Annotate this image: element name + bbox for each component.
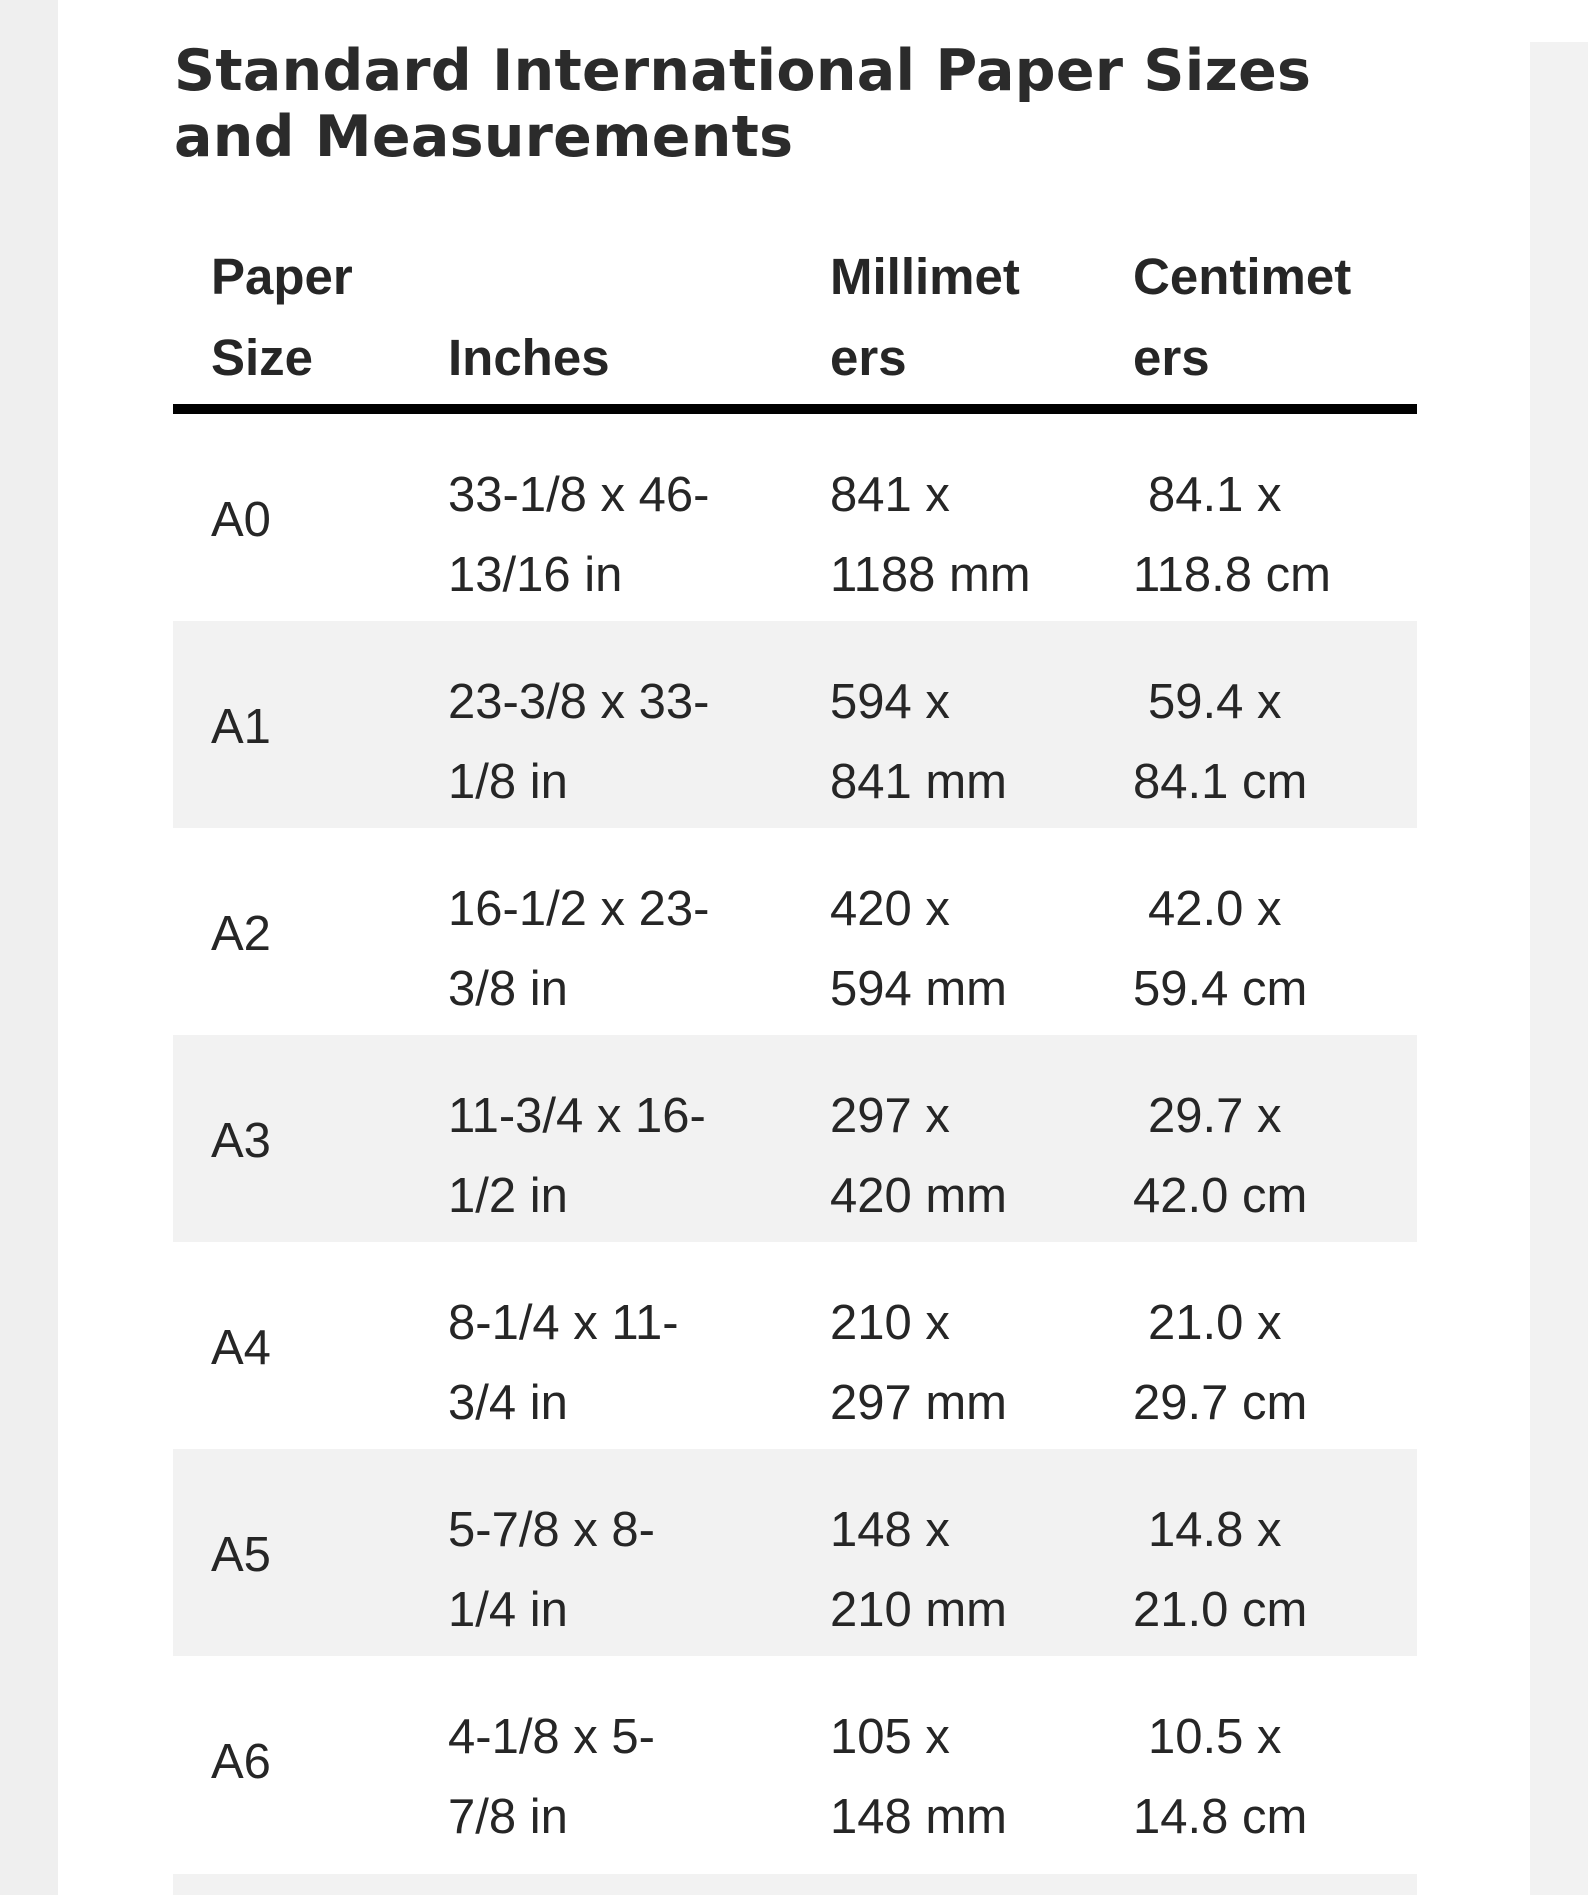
cell-centimeters-line: 29.7 cm bbox=[1133, 1376, 1308, 1430]
cell-inches bbox=[448, 1076, 778, 1236]
cell-inches bbox=[448, 662, 778, 822]
cell-centimeters-line: 59.4 x bbox=[1148, 675, 1282, 729]
cell-inches bbox=[448, 869, 778, 1029]
cell-centimeters-line: 21.0 x bbox=[1148, 1296, 1282, 1350]
header-millimeters-line: ers bbox=[830, 329, 907, 386]
table-row-partial bbox=[173, 1874, 1417, 1895]
cell-centimeters-line: 29.7 x bbox=[1148, 1089, 1282, 1143]
cell-centimeters-line: 42.0 x bbox=[1148, 882, 1282, 936]
cell-millimeters-line: 105 x bbox=[830, 1710, 950, 1764]
cell-centimeters-line: 59.4 cm bbox=[1133, 962, 1308, 1016]
table-row bbox=[173, 1242, 1417, 1449]
cell-paper-size: A2 bbox=[211, 907, 271, 961]
cell-inches-line: 1/4 in bbox=[448, 1583, 568, 1637]
header-paper-size bbox=[211, 236, 431, 398]
header-millimeters bbox=[830, 236, 1070, 398]
cell-centimeters bbox=[1133, 1283, 1413, 1443]
header-centimeters-line: Centimet bbox=[1133, 248, 1352, 305]
cell-inches bbox=[448, 455, 778, 615]
right-rail-top bbox=[1530, 0, 1588, 42]
cell-paper-size: A4 bbox=[211, 1321, 271, 1375]
cell-inches-line: 8-1/4 x 11- bbox=[448, 1296, 679, 1350]
table-row bbox=[173, 828, 1417, 1035]
cell-inches bbox=[448, 1283, 778, 1443]
cell-inches-line: 13/16 in bbox=[448, 548, 623, 602]
cell-centimeters bbox=[1133, 455, 1413, 615]
table-row bbox=[173, 1449, 1417, 1656]
cell-millimeters-line: 420 mm bbox=[830, 1169, 1008, 1223]
cell-millimeters-line: 594 x bbox=[830, 675, 950, 729]
cell-millimeters-line: 594 mm bbox=[830, 962, 1008, 1016]
cell-millimeters-line: 420 x bbox=[830, 882, 950, 936]
table-row bbox=[173, 1035, 1417, 1242]
header-paper-size-line: Paper bbox=[211, 248, 353, 305]
cell-inches-line: 3/8 in bbox=[448, 962, 568, 1016]
cell-inches bbox=[448, 1697, 778, 1857]
cell-millimeters bbox=[830, 455, 1110, 615]
cell-paper-size: A6 bbox=[211, 1735, 271, 1789]
header-inches-line: Inches bbox=[448, 329, 610, 386]
cell-inches-line: 4-1/8 x 5- bbox=[448, 1710, 655, 1764]
cell-millimeters bbox=[830, 1076, 1110, 1236]
cell-millimeters-line: 1188 mm bbox=[830, 548, 1031, 602]
cell-centimeters-line: 42.0 cm bbox=[1133, 1169, 1308, 1223]
cell-centimeters-line: 14.8 cm bbox=[1133, 1790, 1308, 1844]
cell-millimeters-line: 841 x bbox=[830, 468, 950, 522]
cell-paper-size: A1 bbox=[211, 700, 271, 754]
cell-paper-size: A0 bbox=[211, 493, 271, 547]
cell-centimeters bbox=[1133, 662, 1413, 822]
page-title: Standard International Paper Sizes and Measurements bbox=[174, 38, 1312, 170]
cell-centimeters-line: 118.8 cm bbox=[1133, 548, 1331, 602]
cell-millimeters bbox=[830, 1283, 1110, 1443]
cell-inches bbox=[448, 1490, 778, 1650]
table-body bbox=[173, 414, 1417, 1863]
cell-centimeters-line: 10.5 x bbox=[1148, 1710, 1282, 1764]
cell-millimeters-line: 297 x bbox=[830, 1089, 950, 1143]
cell-millimeters bbox=[830, 1697, 1110, 1857]
header-paper-size-line: Size bbox=[211, 329, 314, 386]
cell-centimeters bbox=[1133, 1490, 1413, 1650]
cell-centimeters bbox=[1133, 869, 1413, 1029]
cell-inches-line: 3/4 in bbox=[448, 1376, 568, 1430]
cell-centimeters bbox=[1133, 1697, 1413, 1857]
cell-centimeters bbox=[1133, 1076, 1413, 1236]
header-millimeters-line: Millimet bbox=[830, 248, 1020, 305]
cell-millimeters bbox=[830, 869, 1110, 1029]
table-header bbox=[173, 226, 1417, 414]
cell-millimeters-line: 148 x bbox=[830, 1503, 950, 1557]
header-centimeters-line: ers bbox=[1133, 329, 1210, 386]
cell-millimeters-line: 297 mm bbox=[830, 1376, 1008, 1430]
cell-millimeters bbox=[830, 662, 1110, 822]
table-row bbox=[173, 414, 1417, 621]
cell-centimeters-line: 14.8 x bbox=[1148, 1503, 1282, 1557]
cell-centimeters-line: 84.1 cm bbox=[1133, 755, 1308, 809]
right-rail bbox=[1530, 42, 1588, 1895]
header-inches bbox=[448, 317, 778, 398]
cell-inches-line: 5-7/8 x 8- bbox=[448, 1503, 655, 1557]
cell-millimeters-line: 148 mm bbox=[830, 1790, 1008, 1844]
cell-centimeters-line: 21.0 cm bbox=[1133, 1583, 1308, 1637]
cell-inches-line: 11-3/4 x 16- bbox=[448, 1089, 706, 1143]
paper-size-table bbox=[173, 226, 1417, 1863]
header-centimeters bbox=[1133, 236, 1393, 398]
cell-inches-line: 7/8 in bbox=[448, 1790, 568, 1844]
cell-inches-line: 1/8 in bbox=[448, 755, 568, 809]
table-row bbox=[173, 1656, 1417, 1863]
cell-millimeters-line: 841 mm bbox=[830, 755, 1008, 809]
cell-inches-line: 33-1/8 x 46- bbox=[448, 468, 710, 522]
table-row bbox=[173, 621, 1417, 828]
cell-millimeters-line: 210 x bbox=[830, 1296, 950, 1350]
cell-inches-line: 16-1/2 x 23- bbox=[448, 882, 710, 936]
cell-centimeters-line: 84.1 x bbox=[1148, 468, 1282, 522]
cell-millimeters-line: 210 mm bbox=[830, 1583, 1008, 1637]
cell-paper-size: A3 bbox=[211, 1114, 271, 1168]
cell-paper-size: A5 bbox=[211, 1528, 271, 1582]
cell-inches-line: 1/2 in bbox=[448, 1169, 568, 1223]
cell-millimeters bbox=[830, 1490, 1110, 1650]
cell-inches-line: 23-3/8 x 33- bbox=[448, 675, 710, 729]
